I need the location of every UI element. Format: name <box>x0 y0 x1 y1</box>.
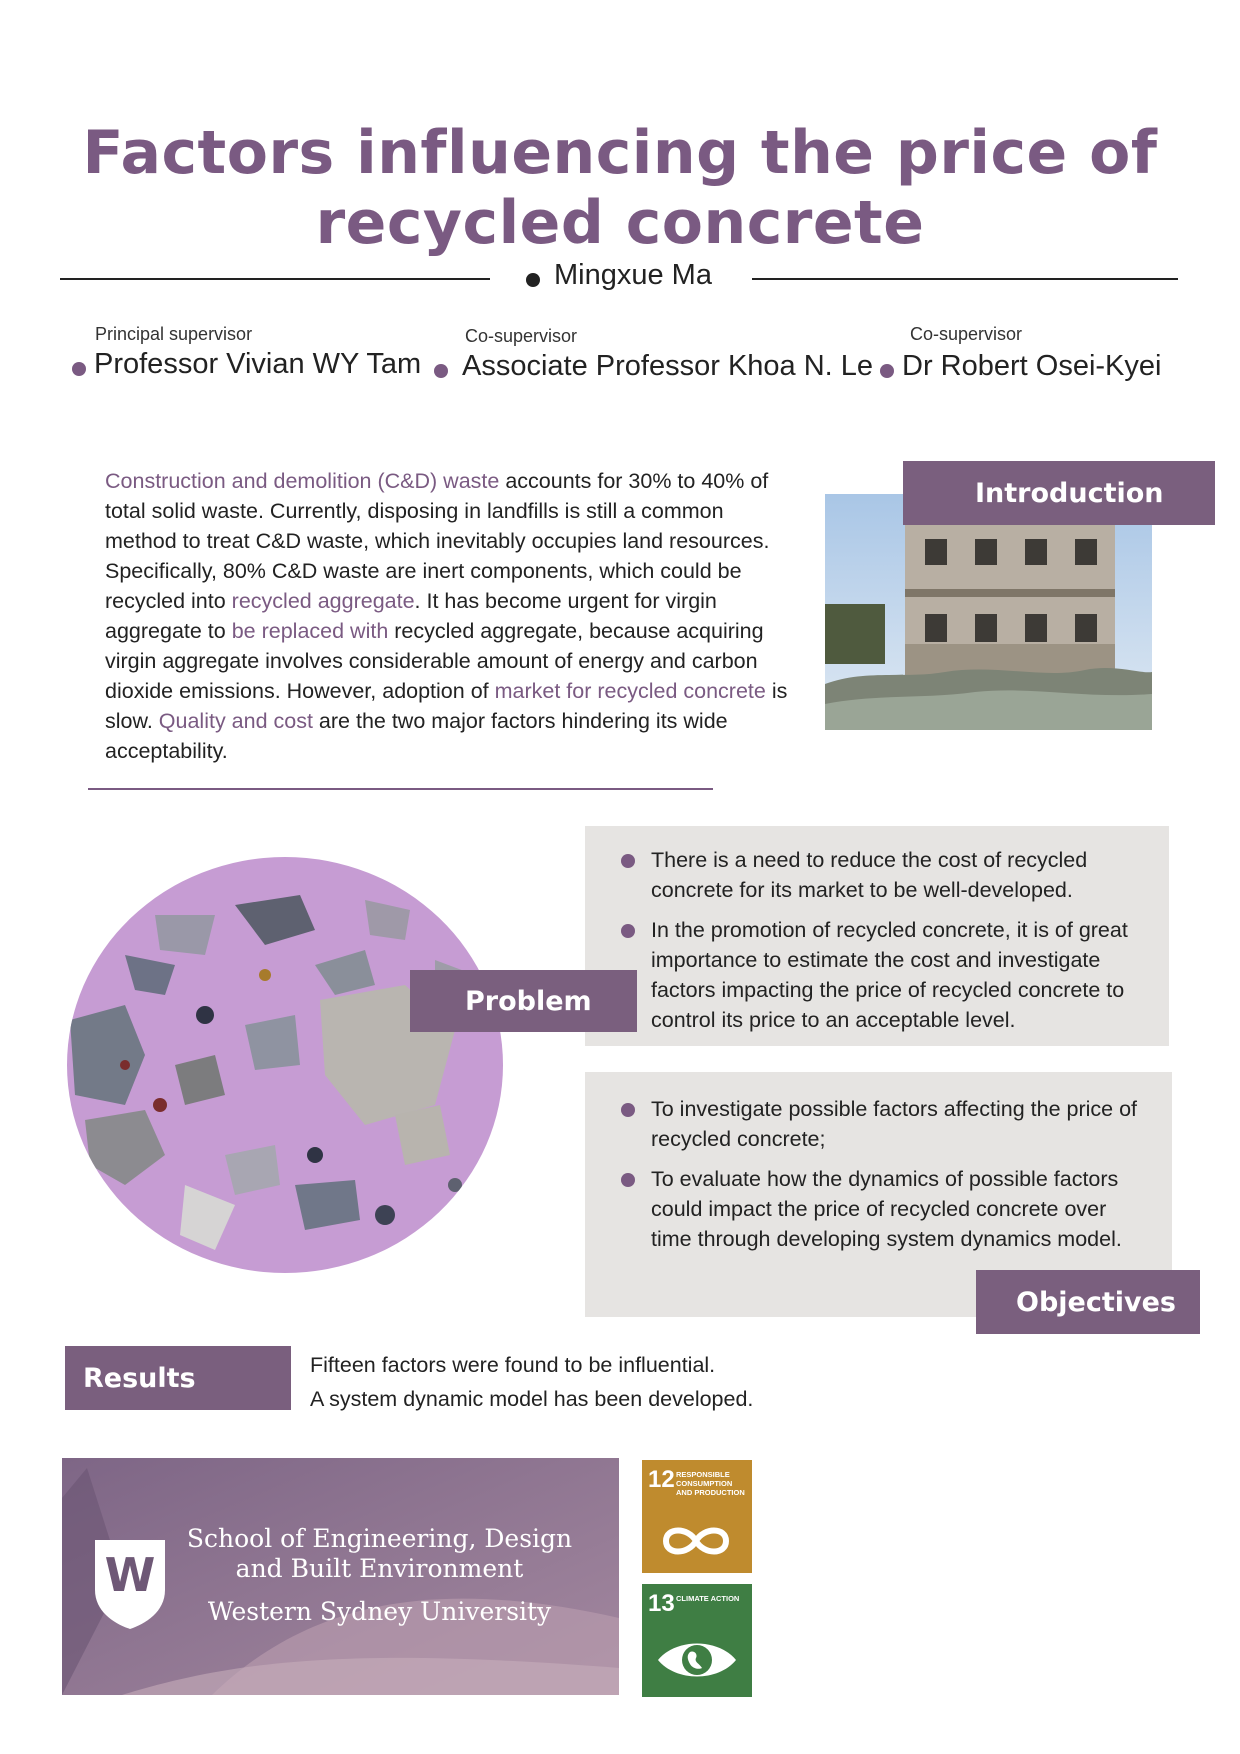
supervisor-3 <box>880 350 1161 383</box>
problem-label: Problem <box>410 970 637 1032</box>
supervisor-2-role: Co-supervisor <box>465 326 578 346</box>
objective-item: To investigate possible factors affecting the price of recycled concrete; <box>615 1094 1145 1154</box>
sdg-12-number: 12 <box>648 1466 675 1493</box>
supervisor-1-name: Professor Vivian WY Tam <box>94 348 422 380</box>
divider-right <box>752 278 1178 280</box>
results-line-2: A system dynamic model has been developed. <box>310 1387 754 1411</box>
intro-highlight: recycled aggregate <box>231 589 415 613</box>
results-line-1: Fifteen factors were found to be influential. <box>310 1353 716 1377</box>
school-name <box>182 1524 577 1584</box>
objectives-list <box>615 1094 1145 1254</box>
intro-highlight: Construction and demolition (C&D) waste <box>105 469 500 493</box>
recycled-concrete-sample-image <box>65 855 505 1275</box>
objective-item: To evaluate how the dynamics of possible factors could impact the price of recycled concrete over time through developing system dynamics model. <box>615 1164 1145 1254</box>
introduction-divider <box>88 788 713 790</box>
sdg-12-text: RESPONSIBLE CONSUMPTION AND PRODUCTION <box>676 1470 745 1497</box>
intro-text-part: are the two major factors hindering its wide acceptability. <box>105 709 728 763</box>
problem-item: In the promotion of recycled concrete, it is of great importance to estimate the cost and investigate factors impacting the price of recycled concrete to control its price to an acceptable level. <box>615 915 1163 1035</box>
author <box>526 259 712 292</box>
demolition-building-photo <box>825 494 1152 730</box>
results-label: Results <box>65 1346 291 1410</box>
supervisor-3-name: Dr Robert Osei-Kyei <box>902 350 1162 382</box>
results-text <box>310 1348 753 1416</box>
intro-highlight: Quality and cost <box>158 709 313 733</box>
problem-list <box>615 845 1163 1035</box>
intro-text-part: is slow. <box>105 679 788 733</box>
intro-highlight: be replaced with <box>231 619 389 643</box>
divider-left <box>60 278 490 280</box>
intro-text-part: accounts for 30% to 40% of total solid waste. Currently, disposing in landfills is still a common method to treat C&D waste, which inevitably occupies land resources. Specifically, 80% C&D waste are inert components, which could be recycled into <box>105 469 770 613</box>
supervisor-1 <box>72 348 421 381</box>
introduction-label: Introduction <box>903 461 1215 525</box>
supervisor-3-role: Co-supervisor <box>910 324 1023 344</box>
introduction-text <box>105 466 795 766</box>
title-line-1: Factors influencing the price of <box>82 118 1158 188</box>
supervisor-bullet <box>434 364 448 378</box>
supervisor-2-name: Associate Professor Khoa N. Le <box>462 350 874 382</box>
sdg-12-tile <box>642 1460 752 1573</box>
eye-globe-icon <box>656 1636 738 1684</box>
university-banner <box>62 1458 619 1695</box>
school-line-2: and Built Environment <box>235 1554 524 1583</box>
objectives-label: Objectives <box>976 1270 1200 1334</box>
poster-title <box>0 118 1240 258</box>
sdg-13-tile <box>642 1584 752 1697</box>
title-line-2: recycled concrete <box>315 188 925 258</box>
supervisor-bullet <box>880 364 894 378</box>
problem-item: There is a need to reduce the cost of recycled concrete for its market to be well-developed. <box>615 845 1163 905</box>
university-name: Western Sydney University <box>207 1597 552 1626</box>
logo-letter: W <box>104 1548 156 1602</box>
infinity-icon <box>660 1522 732 1560</box>
sdg-13-number: 13 <box>648 1590 675 1617</box>
author-name: Mingxue Ma <box>554 259 712 291</box>
supervisor-2 <box>434 350 873 383</box>
author-bullet <box>526 273 540 287</box>
supervisor-bullet <box>72 362 86 376</box>
intro-text-part: . It has become urgent for virgin aggregate to <box>105 589 717 643</box>
supervisor-1-role: Principal supervisor <box>95 324 253 344</box>
intro-highlight: market for recycled concrete <box>494 679 766 703</box>
intro-text-part: recycled aggregate, because acquiring virgin aggregate involves considerable amount of energy and carbon dioxide emissions. However, adoption of <box>105 619 764 703</box>
school-line-1: School of Engineering, Design <box>186 1524 573 1553</box>
university-logo <box>93 1538 167 1630</box>
sdg-13-text: CLIMATE ACTION <box>676 1594 740 1603</box>
